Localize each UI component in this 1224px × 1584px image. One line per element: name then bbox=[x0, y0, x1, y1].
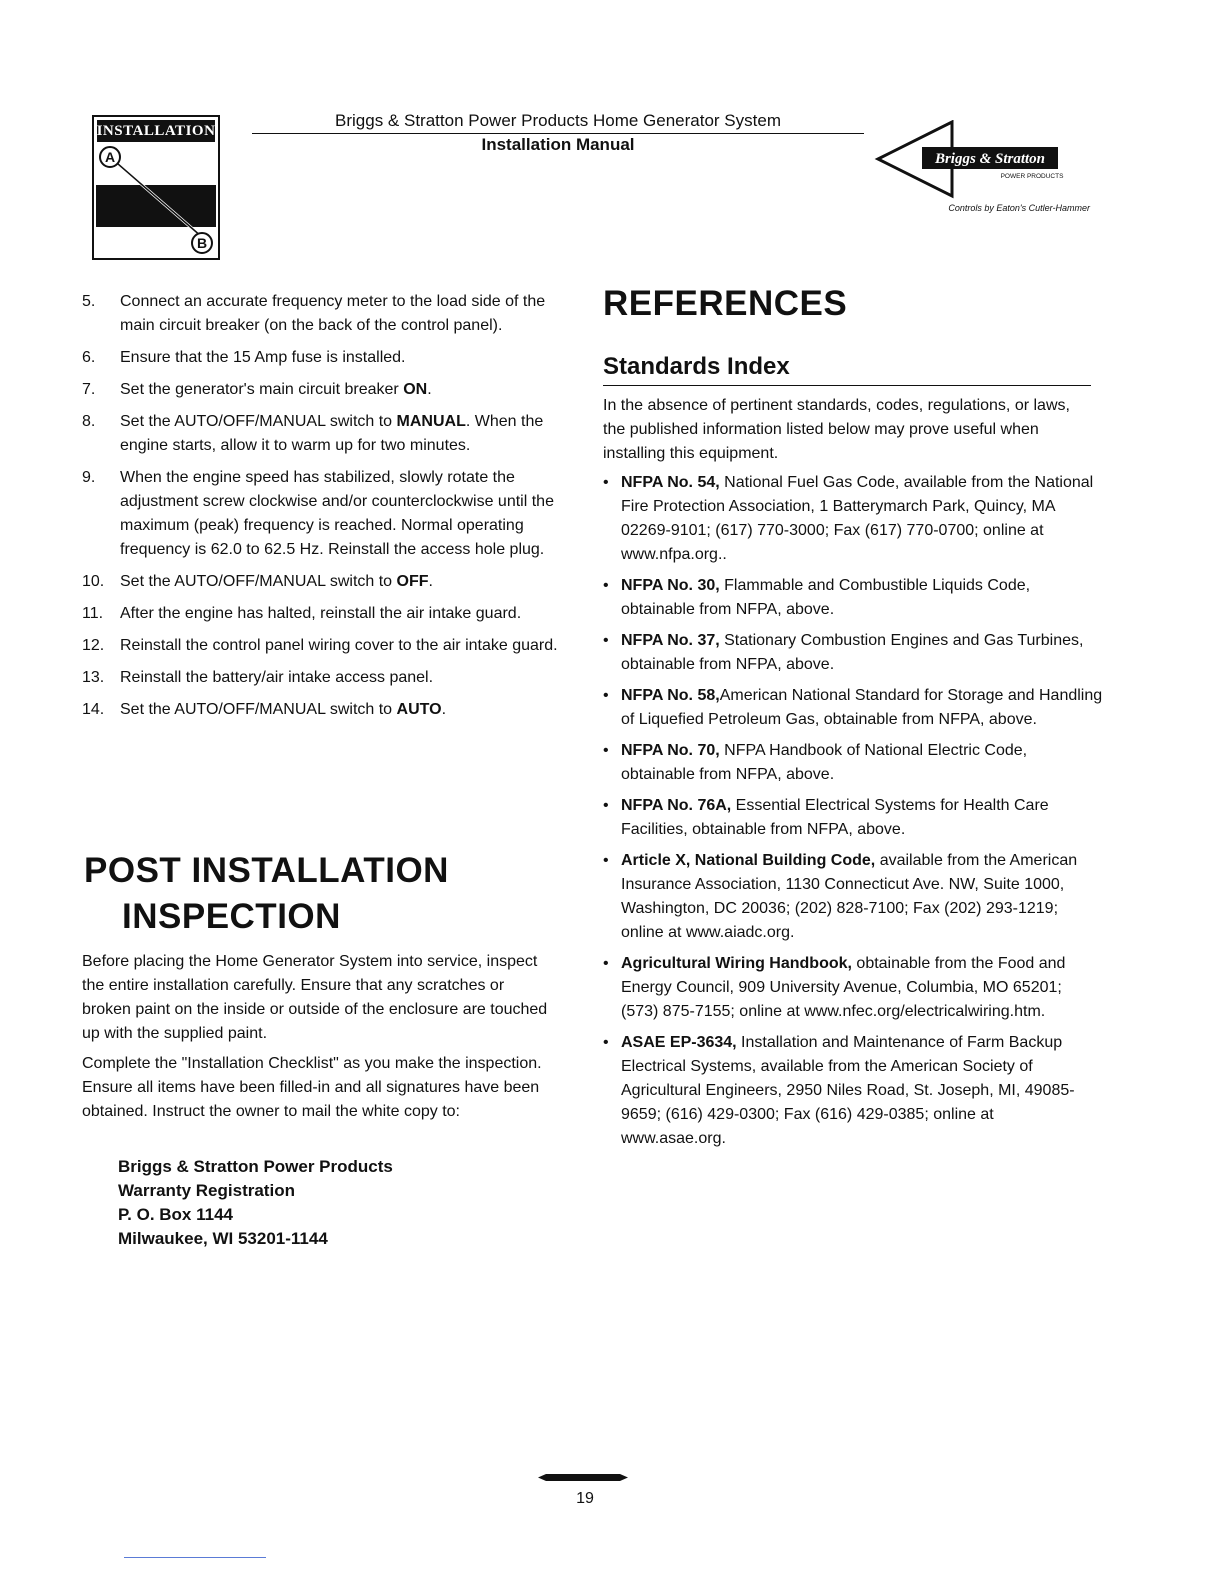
step-item bbox=[82, 698, 572, 722]
logo-tagline: Controls by Eaton's Cutler-Hammer bbox=[948, 203, 1090, 213]
step-number: 11. bbox=[82, 605, 104, 622]
step-text-after: . bbox=[428, 573, 433, 590]
page-number-bar bbox=[538, 1474, 628, 1481]
reference-code: ASAE EP-3634, bbox=[621, 1034, 737, 1051]
step-text: Set the AUTO/OFF/MANUAL switch to bbox=[120, 413, 397, 430]
step-text: When the engine speed has stabilized, slowly rotate the adjustment screw clockwise and/or counterclockwise until the maximum (peak) frequency is reached. Normal operating frequency is 62.0 to 62.5 Hz. Reinstall the access hole plug. bbox=[120, 469, 554, 558]
post-title-line2: INSPECTION bbox=[122, 897, 341, 936]
reference-item bbox=[603, 794, 1103, 842]
step-text: Set the AUTO/OFF/MANUAL switch to bbox=[120, 701, 397, 718]
step-text: Ensure that the 15 Amp fuse is installed. bbox=[120, 349, 406, 366]
point-a-label: A bbox=[104, 149, 116, 165]
step-item bbox=[82, 410, 572, 458]
reference-description: Stationary Combustion Engines and Gas Turbines, obtainable from NFPA, above. bbox=[621, 632, 1084, 673]
address-line: Briggs & Stratton Power Products bbox=[118, 1157, 393, 1176]
reference-description: National Fuel Gas Code, available from the National Fire Protection Association, 1 Batterymarch Park, Quincy, MA 02269-9101; (617) 770-3000; Fax (617) 770-0700; online at www.nfpa.org.. bbox=[621, 474, 1094, 563]
step-number: 9. bbox=[82, 469, 96, 486]
header-title: Briggs & Stratton Power Products Home Generator System bbox=[335, 111, 781, 130]
step-setting: OFF bbox=[396, 573, 429, 590]
step-number: 10. bbox=[82, 573, 105, 590]
step-item bbox=[82, 666, 572, 690]
step-number: 6. bbox=[82, 349, 96, 366]
step-text-after: . bbox=[441, 701, 447, 718]
step-item bbox=[82, 466, 572, 562]
reference-description: NFPA Handbook of National Electric Code, obtainable from NFPA, above. bbox=[621, 742, 1028, 783]
reference-code: NFPA No. 76A, bbox=[621, 797, 732, 814]
address-line: Milwaukee, WI 53201-1144 bbox=[118, 1229, 328, 1248]
post-title-line1: POST INSTALLATION bbox=[84, 851, 449, 890]
badge-label: INSTALLATION bbox=[97, 120, 215, 142]
step-number: 12. bbox=[82, 637, 105, 654]
point-b-label: B bbox=[196, 235, 208, 251]
installation-badge bbox=[92, 115, 220, 260]
step-number: 14. bbox=[82, 701, 105, 718]
step-item bbox=[82, 378, 572, 402]
reference-item bbox=[603, 849, 1103, 945]
reference-code: Agricultural Wiring Handbook, bbox=[621, 955, 852, 972]
step-text: Connect an accurate frequency meter to the load side of the main circuit breaker (on the back of the control panel). bbox=[120, 293, 546, 334]
reference-item bbox=[603, 952, 1103, 1024]
step-text-after: . When the engine starts, allow it to warm up for two minutes. bbox=[120, 413, 544, 454]
reference-item bbox=[603, 684, 1103, 732]
logo-subtext: POWER PRODUCTS bbox=[1000, 173, 1064, 180]
reference-code: Article X, National Building Code, bbox=[621, 852, 876, 869]
references-list bbox=[603, 471, 1103, 1158]
reference-item bbox=[603, 471, 1103, 567]
step-item bbox=[82, 602, 572, 626]
logo-text: Briggs & Stratton bbox=[934, 151, 1046, 167]
step-text: Set the AUTO/OFF/MANUAL switch to bbox=[120, 573, 397, 590]
address-line: Warranty Registration bbox=[118, 1181, 295, 1200]
step-item bbox=[82, 570, 572, 594]
reference-item bbox=[603, 574, 1103, 622]
header-rule bbox=[252, 133, 864, 134]
step-item bbox=[82, 634, 572, 658]
reference-item bbox=[603, 1031, 1103, 1151]
step-item bbox=[82, 346, 572, 370]
reference-description: American National Standard for Storage and Handling of Liquefied Petroleum Gas, obtainable from NFPA, above. bbox=[621, 687, 1103, 728]
reference-description: Installation and Maintenance of Farm Backup Electrical Systems, available from the American Society of Agricultural Engineers, 2950 Niles Road, St. Joseph, MI, 49085-9659; (616) 429-0300; Fax (616) 429-0385; online at www.asae.org. bbox=[621, 1034, 1075, 1147]
step-number: 8. bbox=[82, 413, 96, 430]
a-to-b-diagram-icon bbox=[94, 145, 218, 258]
standards-index-rule bbox=[603, 385, 1091, 386]
reference-description: obtainable from the Food and Energy Council, 909 University Avenue, Columbia, MO 65201; (573) 875-7155; online at www.nfec.org/electricalwiring.htm. bbox=[621, 955, 1066, 1020]
step-text: Reinstall the battery/air intake access panel. bbox=[120, 669, 434, 686]
step-item bbox=[82, 290, 572, 338]
reference-description: Essential Electrical Systems for Health Care Facilities, obtainable from NFPA, above. bbox=[621, 797, 1049, 838]
warranty-address bbox=[118, 1155, 393, 1251]
reference-description: Flammable and Combustible Liquids Code, obtainable from NFPA, above. bbox=[621, 577, 1031, 618]
reference-code: NFPA No. 30, bbox=[621, 577, 720, 594]
step-text: Reinstall the control panel wiring cover to the air intake guard. bbox=[120, 637, 558, 654]
reference-item bbox=[603, 739, 1103, 787]
reference-code: NFPA No. 70, bbox=[621, 742, 720, 759]
reference-item bbox=[603, 629, 1103, 677]
reference-description: available from the American Insurance Association, 1130 Connecticut Ave. NW, Suite 1000, Washington, DC 20036; (202) 828-7100; Fax (202) 293-1219; online at www.aiadc.org. bbox=[621, 852, 1078, 941]
footer-rule bbox=[124, 1557, 266, 1558]
reference-code: NFPA No. 58, bbox=[621, 687, 720, 704]
step-number: 7. bbox=[82, 381, 96, 398]
standards-intro: In the absence of pertinent standards, codes, regulations, or laws, the published information listed below may prove useful when installing this equipment. bbox=[603, 397, 1070, 462]
post-installation-paragraph-2: Complete the "Installation Checklist" as you make the inspection. Ensure all items have been filled-in and all signatures have been obtained. Instruct the owner to mail the white copy to: bbox=[82, 1055, 542, 1120]
address-line: P. O. Box 1144 bbox=[118, 1205, 233, 1224]
standards-index-title: Standards Index bbox=[603, 353, 790, 380]
step-setting: AUTO bbox=[396, 701, 442, 718]
step-text-after: . bbox=[427, 381, 432, 398]
post-installation-title bbox=[84, 848, 554, 940]
step-number: 5. bbox=[82, 293, 96, 310]
post-installation-paragraph-1: Before placing the Home Generator System into service, inspect the entire installation carefully. Ensure that any scratches or broken paint on the inside or outside of the enclosure are touched up with the supplied paint. bbox=[82, 953, 548, 1042]
page-number: 19 bbox=[576, 1490, 594, 1507]
reference-code: NFPA No. 54, bbox=[621, 474, 720, 491]
step-text: After the engine has halted, reinstall the air intake guard. bbox=[120, 605, 522, 622]
step-setting: ON bbox=[403, 381, 428, 398]
header-subtitle: Installation Manual bbox=[481, 135, 635, 154]
references-title: REFERENCES bbox=[603, 284, 848, 323]
step-text: Set the generator's main circuit breaker bbox=[120, 381, 404, 398]
reference-code: NFPA No. 37, bbox=[621, 632, 720, 649]
step-number: 13. bbox=[82, 669, 105, 686]
installation-steps bbox=[82, 290, 572, 730]
step-setting: MANUAL bbox=[396, 413, 466, 430]
